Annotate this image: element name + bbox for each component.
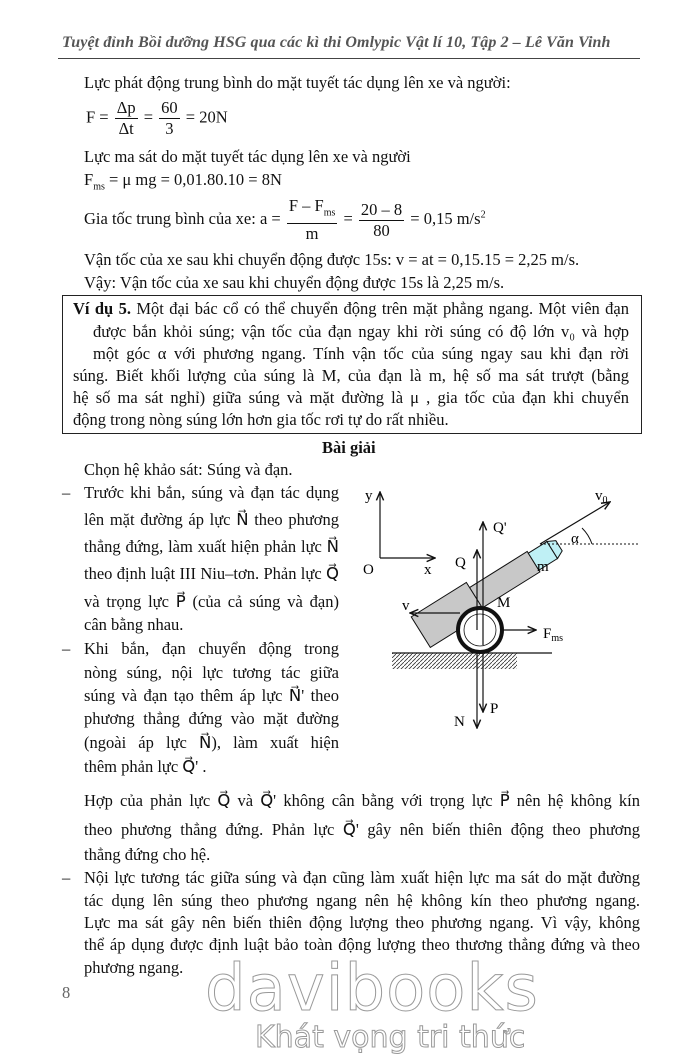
formula-part: Gia tốc trung bình của xe: a =	[84, 208, 281, 228]
numerator	[287, 196, 338, 224]
label-alpha: α	[571, 531, 579, 547]
text-line: theo định luật III Niu–tơn. Phản lực Q⃗	[84, 564, 339, 583]
label-v: v	[402, 598, 410, 614]
text-line: thẳng đứng cho hệ.	[84, 845, 211, 864]
running-header: Tuyệt đỉnh Bồi dưỡng HSG qua các kì thi Omlypic Vật lí 10, Tập 2 – Lê Văn Vinh	[62, 34, 611, 51]
formula-acceleration	[84, 196, 486, 244]
text-line: Vậy: Vận tốc của xe sau khi chuyển động được 15s là 2,25 m/s.	[84, 273, 505, 292]
fraction	[359, 200, 404, 241]
text-line: Nội lực tương tác giữa súng và đạn cũng làm xuất hiện lực ma sát do mặt đường	[84, 868, 640, 887]
example-box	[62, 295, 642, 434]
label-Q-prime: Q'	[493, 520, 507, 536]
label-N: N	[454, 714, 465, 730]
example-label: Ví dụ 5.	[73, 299, 131, 318]
example-line: một góc α với phương ngang. Tính vận tốc của súng ngay sau khi đạn rời	[93, 344, 629, 363]
example-line: động trong nòng súng lớn hơn gia tốc rơi tự do rất nhiều.	[73, 410, 449, 429]
text-line: thể áp dụng được định luật bảo toàn động lượng theo thương thẳng đứng và theo	[84, 935, 640, 954]
label-F-main: F	[543, 626, 552, 642]
text-line: Vận tốc của xe sau khi chuyển động được 15s: v = at = 0,15.15 = 2,25 m/s.	[84, 250, 580, 269]
ground	[392, 653, 517, 669]
text-line: (ngoài áp lực N⃗), làm xuất hiện	[84, 733, 339, 752]
text-line: Trước khi bắn, súng và đạn tác dụng	[84, 483, 339, 502]
fraction	[159, 98, 180, 139]
text-line: phương thẳng đứng vào mặt đường	[84, 709, 339, 728]
label-m: m	[537, 559, 549, 575]
page-number: 8	[62, 983, 71, 1002]
cannon-diagram	[340, 470, 640, 740]
formula-part: = μ mg = 0,01.80.10 = 8N	[104, 170, 282, 189]
axis-x-label: x	[424, 562, 432, 578]
example-line: hệ số ma sát nghỉ) giữa súng và mặt đường là μ , gia tốc của đạn khi chuyển	[73, 388, 629, 407]
example-line	[73, 299, 629, 319]
label-F-sub: ms	[551, 633, 564, 644]
denominator: Δt	[118, 119, 134, 138]
text-line: Chọn hệ khảo sát: Súng và đạn.	[84, 460, 293, 479]
text-line: Hợp của phản lực Q⃗ và Q⃗' không cân bằng với trọng lực P⃗ nên hệ không kín	[84, 791, 640, 810]
text-line: cân bằng nhau.	[84, 615, 184, 634]
formula-part: = 0,15 m/s	[410, 208, 481, 228]
text-line: Lực ma sát gây nên biến thiên động lượng theo phương ngang. Vì vậy, không	[84, 913, 640, 932]
header-rule	[58, 58, 640, 59]
label-M: M	[497, 595, 511, 611]
text-line: súng và đạn tạo thêm áp lực N⃗' theo	[84, 686, 339, 705]
dash-bullet: –	[62, 868, 71, 887]
superscript: 2	[480, 209, 486, 221]
text-line: và trọng lực P⃗ (của cả súng và đạn)	[84, 592, 339, 611]
label-v0	[595, 488, 608, 506]
dash-bullet: –	[62, 483, 71, 502]
axis-y-label: y	[365, 488, 373, 504]
formula-part: =	[343, 208, 353, 228]
fraction	[287, 196, 338, 244]
denominator: m	[305, 224, 319, 244]
subscript: ms	[93, 181, 105, 193]
text-line: Lực ma sát do mặt tuyết tác dụng lên xe và người	[84, 147, 411, 166]
formula-part: =	[143, 107, 154, 127]
label-Fms	[543, 626, 563, 644]
formula-part: = 20N	[185, 107, 228, 127]
numerator: Δp	[116, 98, 136, 117]
formula-force	[86, 98, 228, 139]
text-line: Lực phát động trung bình do mặt tuyết tác dụng lên xe và người:	[84, 73, 511, 92]
numerator: 60	[161, 98, 178, 117]
text-line: thẳng đứng, làm xuất hiện phản lực N⃗	[84, 537, 339, 556]
text-line: phương ngang.	[84, 958, 184, 977]
example-text: Một đại bác cổ có thể chuyển động trên mặt phẳng ngang. Một viên đạn	[130, 299, 629, 318]
text-line: nòng súng, nội lực tương tác giữa	[84, 663, 339, 682]
text-line: tác dụng lên súng theo phương ngang nên hệ không kín theo phương ngang.	[84, 891, 640, 910]
text-line: theo phương thẳng đứng. Phản lực Q⃗' gây nên biến thiên động theo phương	[84, 820, 640, 839]
axes	[380, 492, 435, 558]
numerator: 20 – 8	[360, 199, 403, 219]
origin-label: O	[363, 562, 374, 578]
solution-title: Bài giải	[322, 438, 376, 457]
formula-part: F – F	[288, 196, 324, 215]
example-line: được bắn khỏi súng; vận tốc của đạn ngay khi rời súng có độ lớn v₀ và hợp	[93, 322, 629, 341]
label-Q: Q	[455, 555, 466, 571]
label-P: P	[490, 701, 499, 717]
watermark-logo: davibooks	[205, 952, 539, 1026]
formula-part: F =	[86, 107, 109, 127]
text-line: lên mặt đường áp lực N⃗ theo phương	[84, 510, 339, 529]
watermark-slogan: Khát vọng tri thức	[255, 1020, 526, 1054]
label-v0-sub: 0	[602, 495, 608, 506]
text-line: Khi bắn, đạn chuyển động trong	[84, 639, 339, 658]
label-v0-main: v	[595, 488, 603, 504]
subscript: ms	[323, 207, 336, 219]
wheel	[458, 608, 502, 652]
denominator: 3	[165, 119, 174, 138]
dash-bullet: –	[62, 639, 71, 658]
fraction	[115, 98, 138, 139]
formula-part: F	[84, 170, 94, 189]
formula-friction	[84, 170, 282, 192]
text-line: thêm phản lực Q⃗' .	[84, 757, 207, 776]
denominator: 80	[373, 220, 390, 240]
example-line: súng. Biết khối lượng của súng là M, của đạn là m, hệ số ma sát trượt (bằng	[73, 366, 629, 385]
